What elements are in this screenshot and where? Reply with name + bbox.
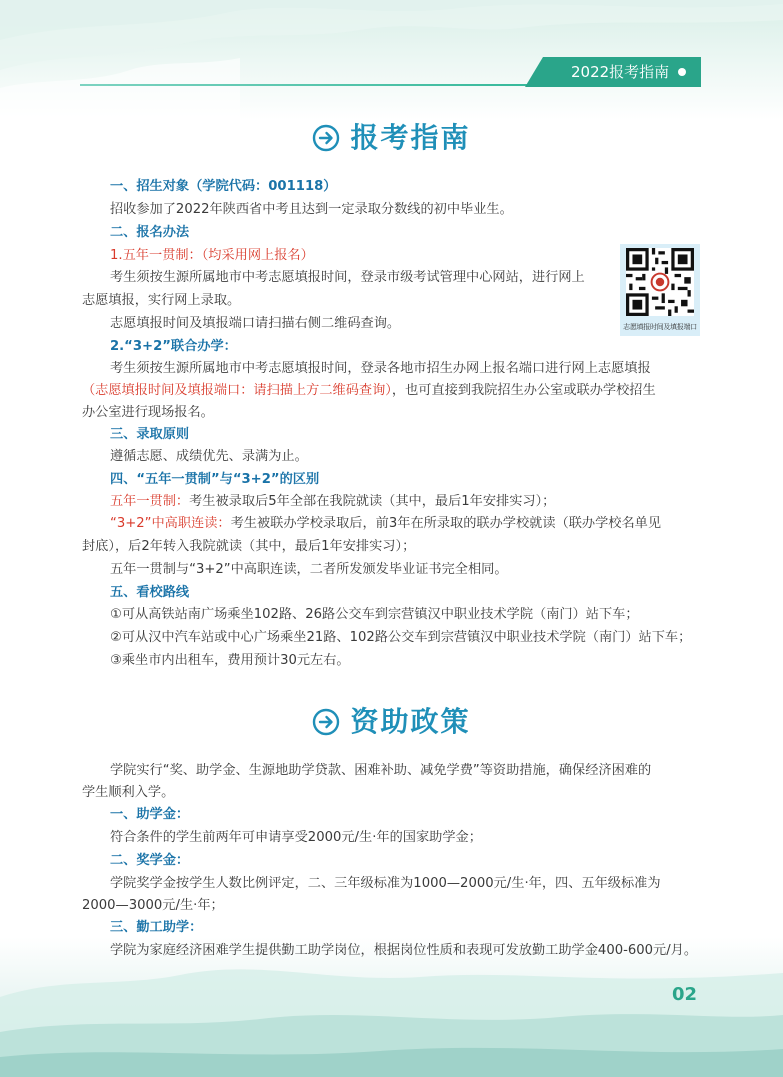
paragraph: 招收参加了2022年陕西省中考且达到一定录取分数线的初中毕业生。 [110,202,513,217]
paragraph: 封底），后2年转入我院就读（其中，最后1年安排实习）； [82,539,416,554]
qr-code-icon [626,248,694,316]
paragraph: 学院实行“奖、助学金、生源地助学贷款、困难补助、减免学费”等资助措施，确保经济困难的 [110,763,652,778]
section-title-text: 报考指南 [350,121,471,154]
paragraph: 五年一贯制与“3+2”中高职连读，二者所发颁发毕业证书完全相同。 [110,562,508,577]
section-title-aid [0,702,783,742]
paragraph: 遵循志愿、成绩优先、录满为止。 [110,449,308,464]
label-five-year: 五年一贯制： [110,494,190,509]
heading-target: 一、招生对象（学院代码：001118） [110,179,337,194]
qr-code-caption: 志愿填报时间及填报端口 [623,323,697,331]
paragraph: 志愿填报时间及填报端口请扫描右侧二维码查询。 [110,316,401,331]
paragraph: 学院为家庭经济困难学生提供勤工助学岗位，根据岗位性质和表现可发放勤工助学金400-600元/月。 [110,943,698,958]
paragraph: 办公室进行现场报名。 [82,405,214,420]
section-title-guide [0,118,783,158]
header-tab [525,57,701,87]
paragraph-mixed [110,514,661,534]
paragraph: 学院奖学金按学生人数比例评定，二、三年级标准为1000—2000元/生·年，四、五年级标准为 [110,876,661,891]
header-rule [80,84,527,86]
header-title: 2022报考指南 [571,63,670,81]
paragraph: 志愿填报，实行网上录取。 [82,293,241,308]
paragraph-rest: 考生被联办学校录取后，前3年在所录取的联办学校就读（联办学校名单见 [230,516,662,531]
paragraph: 学生顺利入学。 [82,785,175,800]
paragraph: 考生须按生源所属地市中考志愿填报时间，登录各地市招生办网上报名端口进行网上志愿填报 [110,361,651,376]
section-title-text: 资助政策 [350,705,471,738]
paragraph: 符合条件的学生前两年可申请享受2000元/生·年的国家助学金； [110,830,482,845]
page-number: 02 [672,984,698,1005]
paragraph: 考生须按生源所属地市中考志愿填报时间，登录市级考试管理中心网站，进行网上 [110,270,585,285]
red-note: （志愿填报时间及填报端口：请扫描上方二维码查询） [82,383,392,398]
paragraph-mixed [110,492,555,512]
heading-registration: 二、报名办法 [110,225,190,240]
circle-arrow-icon [312,124,340,152]
subheading-five-year: 1.五年一贯制：（均采用网上报名） [110,248,314,263]
heading-work-study: 三、勤工助学： [110,920,203,935]
circle-arrow-icon [312,708,340,736]
heading-difference: 四、“五年一贯制”与“3+2”的区别 [110,472,320,487]
paragraph-rest: ，也可直接到我院招生办公室或联办学校招生 [391,383,656,398]
route-item: ③乘坐市内出租车，费用预计30元左右。 [110,653,350,668]
heading-scholarship: 二、奖学金： [110,853,190,868]
subheading-3plus2: 2.“3+2”联合办学： [110,339,237,354]
paragraph: 2000—3000元/生·年； [82,898,224,913]
label-3plus2: “3+2”中高职连读： [110,516,231,531]
paragraph-rest: 考生被录取后5年全部在我院就读（其中，最后1年安排实习）； [189,494,556,509]
header-dot-icon [678,68,686,76]
heading-route: 五、看校路线 [110,585,190,600]
qr-code-panel[interactable] [620,244,700,336]
route-item: ②可从汉中汽车站或中心广场乘坐21路、102路公交车到宗营镇汉中职业技术学院（南门）站下车； [110,630,692,645]
route-item: ①可从高铁站南广场乘坐102路、26路公交车到宗营镇汉中职业技术学院（南门）站下车； [110,607,639,622]
heading-grant: 一、助学金： [110,807,190,822]
paragraph-mixed [82,381,656,401]
heading-admission: 三、录取原则 [110,427,190,442]
